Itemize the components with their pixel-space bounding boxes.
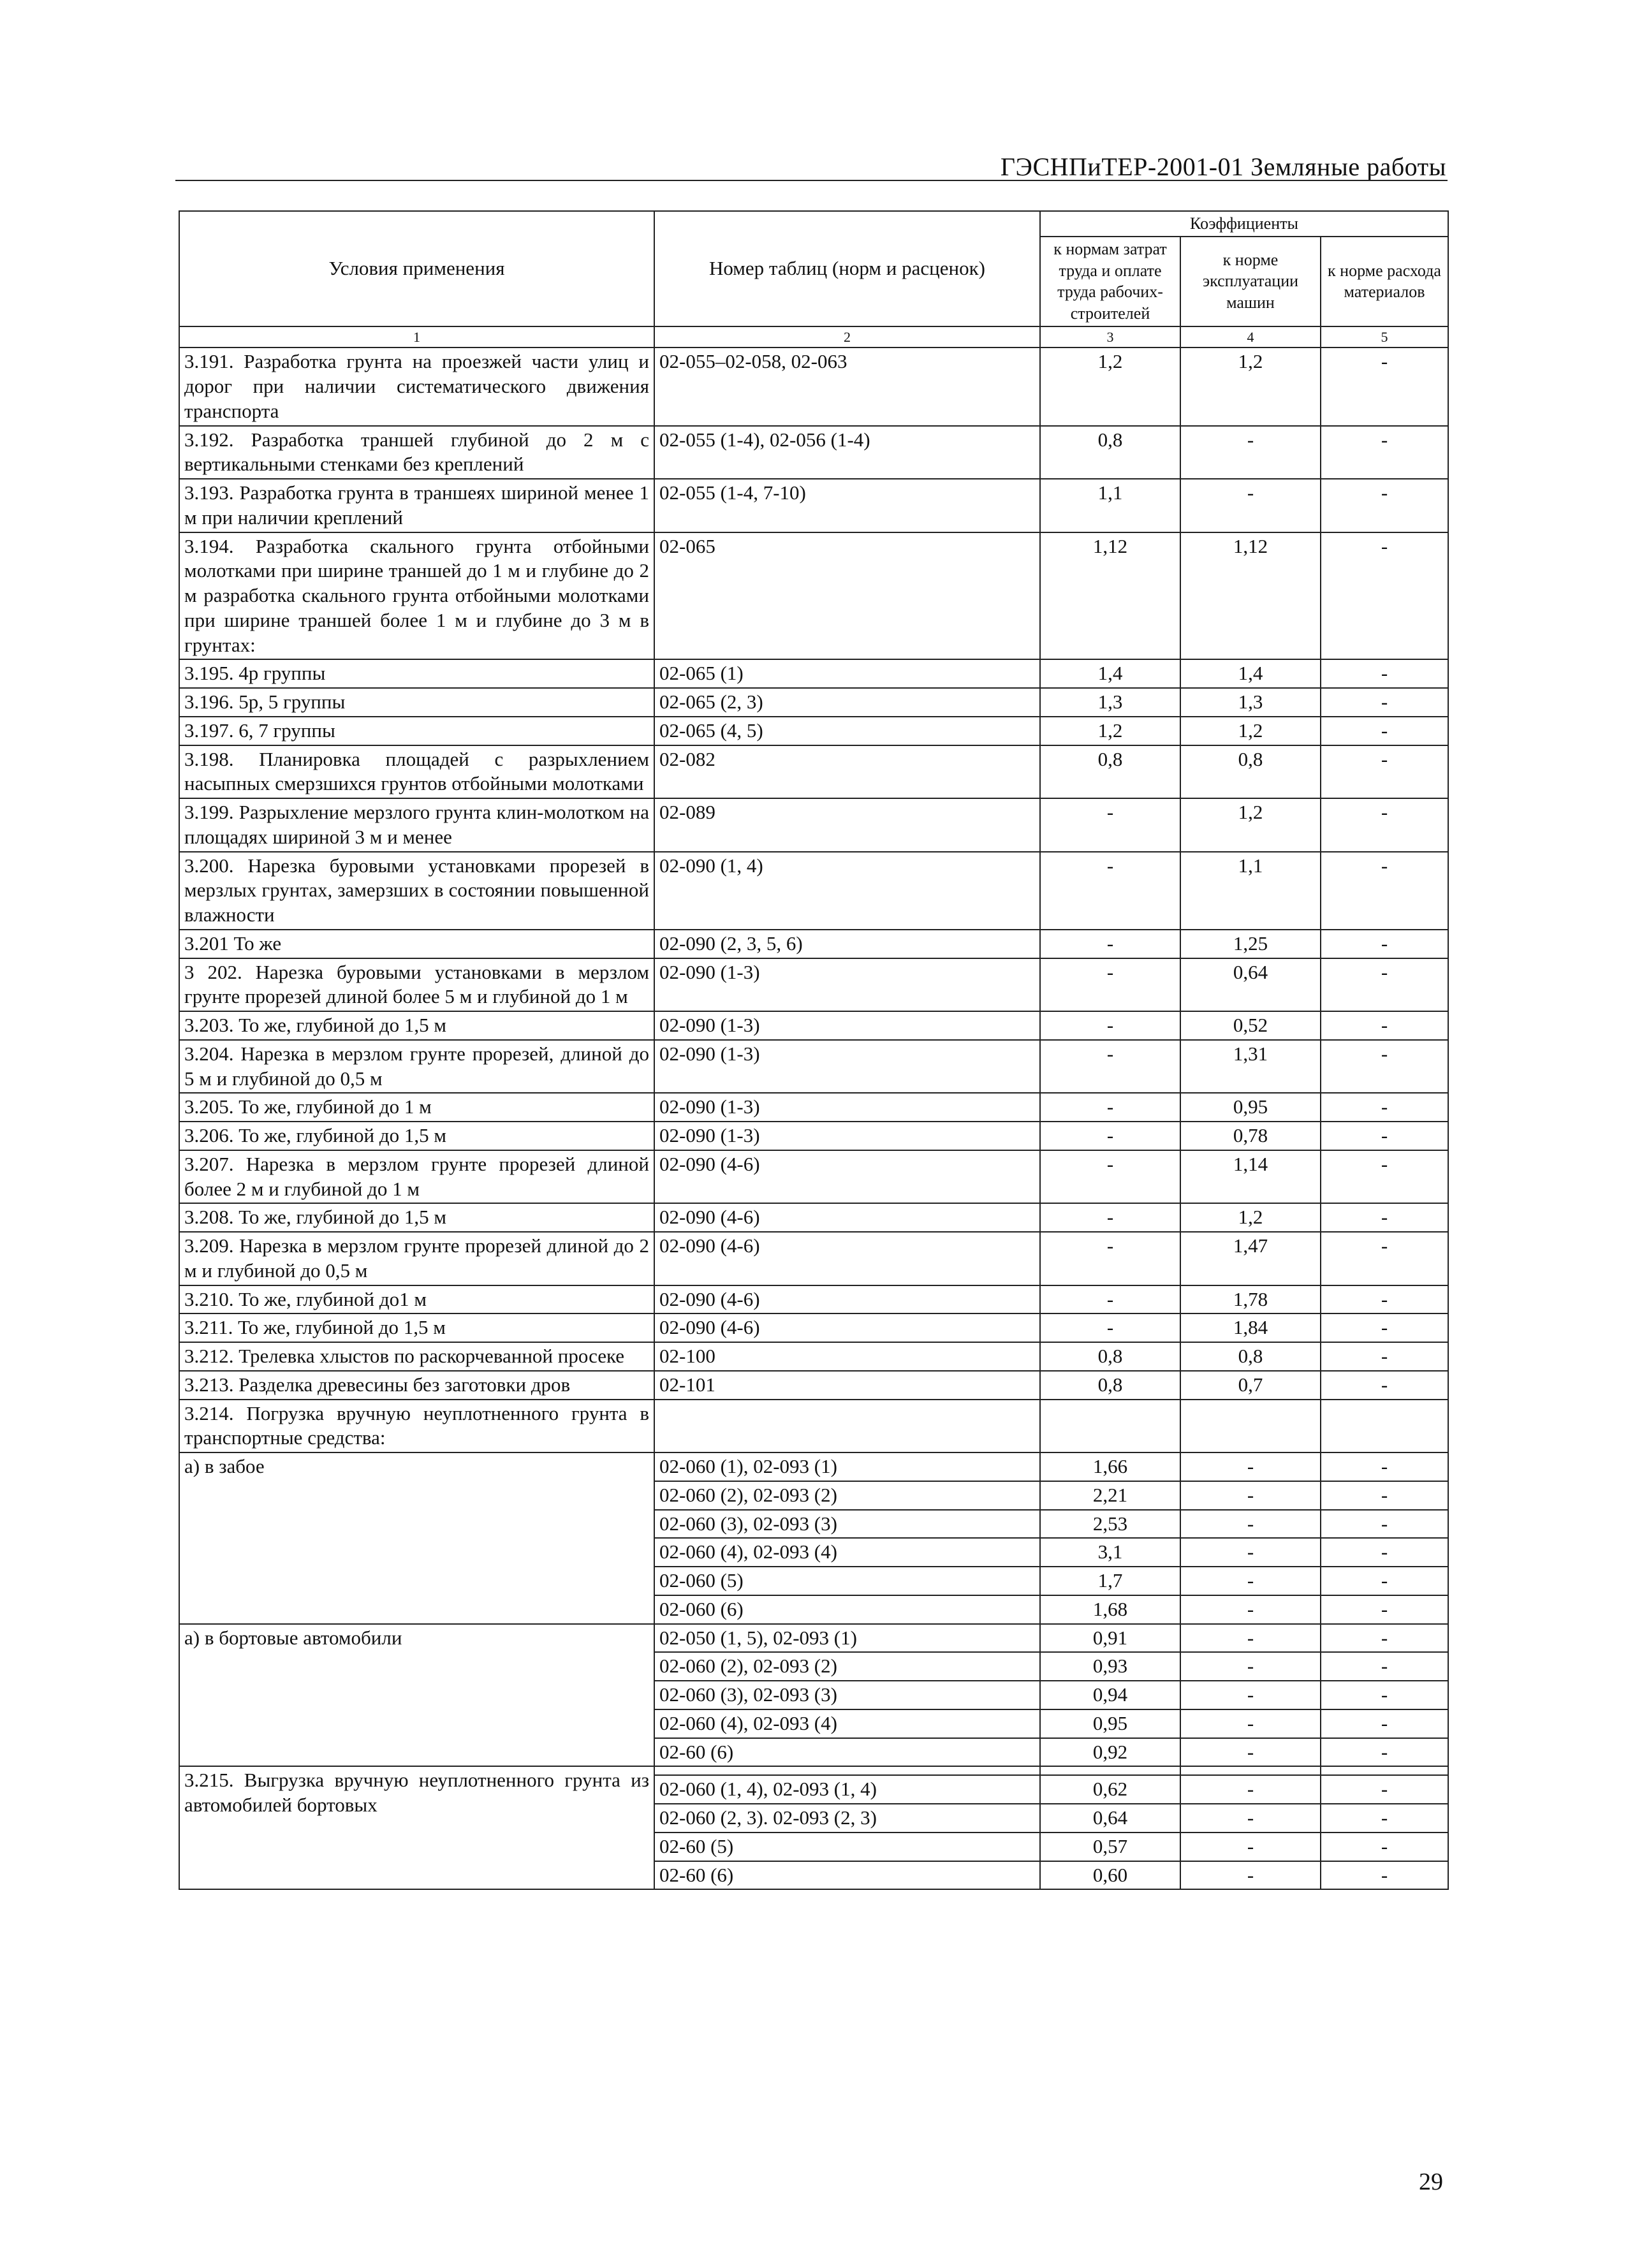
table-row [179,1040,1448,1094]
table-number-cell: 02-060 (4), 02-093 (4) [654,1709,1040,1738]
table-number-cell: 02-060 (2, 3). 02-093 (2, 3) [654,1804,1040,1833]
labor-coefficient-cell: 0,62 [1040,1775,1180,1804]
material-coefficient-cell: - [1321,798,1448,852]
material-coefficient-cell: - [1321,1093,1448,1122]
material-coefficient-cell: - [1321,852,1448,930]
labor-coefficient-cell: - [1040,1203,1180,1232]
condition-cell: 3 202. Нарезка буровыми установками в мерзлом грунте прорезей длиной более 5 м и глубиной до 1 м [179,958,654,1012]
condition-cell: 3.194. Разработка скального грунта отбойными молотками при ширине траншей до 1 м и глубине до 2 м разработка скального грунта отбойными молотками при ширине траншей более 1 м и глубине до 3 м в грунтах: [179,532,654,660]
coefficients-table [179,210,1449,1890]
table-number-cell: 02-060 (3), 02-093 (3) [654,1681,1040,1709]
table-number-cell: 02-090 (4-6) [654,1313,1040,1342]
labor-coefficient-cell: - [1040,1313,1180,1342]
condition-cell: 3.212. Трелевка хлыстов по раскорчеванной просеке [179,1342,654,1371]
machine-coefficient-cell: - [1180,1804,1321,1833]
table-number-cell [654,1400,1040,1453]
table-row [179,688,1448,717]
labor-coefficient-cell: 1,1 [1040,479,1180,532]
labor-coefficient-cell: 0,8 [1040,1342,1180,1371]
condition-cell: 3.196. 5р, 5 группы [179,688,654,717]
material-coefficient-cell: - [1321,688,1448,717]
labor-coefficient-cell: 1,12 [1040,532,1180,660]
material-coefficient-cell: - [1321,745,1448,799]
table-number-cell: 02-100 [654,1342,1040,1371]
table-number-cell: 02-065 [654,532,1040,660]
table-row [179,1371,1448,1400]
column-number: 2 [654,326,1040,348]
machine-coefficient-cell: - [1180,1538,1321,1567]
machine-coefficient-cell: 1,25 [1180,930,1321,958]
material-coefficient-cell: - [1321,1709,1448,1738]
labor-coefficient-cell: - [1040,1040,1180,1094]
labor-coefficient-cell: - [1040,1150,1180,1204]
table-number-cell: 02-050 (1, 5), 02-093 (1) [654,1624,1040,1653]
condition-cell: 3.197. 6, 7 группы [179,717,654,745]
machine-coefficient-cell: - [1180,1861,1321,1890]
table-number-cell: 02-090 (4-6) [654,1285,1040,1314]
table-number-cell: 02-090 (2, 3, 5, 6) [654,930,1040,958]
table-row [179,1624,1448,1653]
header-conditions: Условия применения [179,211,654,326]
condition-cell: 3.199. Разрыхление мерзлого грунта клин-молотком на площадях шириной 3 м и менее [179,798,654,852]
labor-coefficient-cell: 0,57 [1040,1833,1180,1861]
machine-coefficient-cell: 1,1 [1180,852,1321,930]
machine-coefficient-cell: - [1180,1833,1321,1861]
material-coefficient-cell: - [1321,659,1448,688]
page-number: 29 [1419,2169,1443,2195]
empty-cell [1321,1766,1448,1775]
machine-coefficient-cell: - [1180,1510,1321,1539]
material-coefficient-cell: - [1321,1232,1448,1285]
labor-coefficient-cell: - [1040,930,1180,958]
material-coefficient-cell: - [1321,1833,1448,1861]
machine-coefficient-cell: 1,84 [1180,1313,1321,1342]
labor-coefficient-cell: 0,8 [1040,1371,1180,1400]
labor-coefficient-cell: 1,4 [1040,659,1180,688]
table-number-cell: 02-060 (1), 02-093 (1) [654,1452,1040,1481]
material-coefficient-cell: - [1321,1567,1448,1595]
table-number-cell: 02-090 (4-6) [654,1232,1040,1285]
table-row [179,930,1448,958]
material-coefficient-cell: - [1321,1775,1448,1804]
table-number-cell: 02-090 (1-3) [654,1093,1040,1122]
labor-coefficient-cell: 1,7 [1040,1567,1180,1595]
table-row [179,798,1448,852]
condition-cell: 3.206. То же, глубиной до 1,5 м [179,1122,654,1150]
material-coefficient-cell: - [1321,1481,1448,1510]
condition-cell: 3.203. То же, глубиной до 1,5 м [179,1011,654,1040]
table-number-cell: 02-090 (1-3) [654,1122,1040,1150]
table-number-cell: 02-060 (3), 02-093 (3) [654,1510,1040,1539]
labor-coefficient-cell: - [1040,798,1180,852]
material-coefficient-cell: - [1321,348,1448,425]
material-coefficient-cell: - [1321,1150,1448,1204]
table-number-cell: 02-101 [654,1371,1040,1400]
table-number-cell: 02-090 (4-6) [654,1150,1040,1204]
material-coefficient-cell: - [1321,1652,1448,1681]
header-rule [175,180,1448,181]
condition-cell: 3.200. Нарезка буровыми установками прорезей в мерзлых грунтах, замерзших в состоянии повышенной влажности [179,852,654,930]
table-row [179,1232,1448,1285]
material-coefficient-cell: - [1321,717,1448,745]
machine-coefficient-cell: 1,4 [1180,659,1321,688]
labor-coefficient-cell: 1,68 [1040,1595,1180,1624]
material-coefficient-cell: - [1321,930,1448,958]
machine-coefficient-cell: 1,3 [1180,688,1321,717]
material-coefficient-cell: - [1321,1595,1448,1624]
condition-cell: 3.208. То же, глубиной до 1,5 м [179,1203,654,1232]
condition-cell: 3.213. Разделка древесины без заготовки дров [179,1371,654,1400]
table-number-cell: 02-090 (1-3) [654,1040,1040,1094]
material-coefficient-cell: - [1321,1624,1448,1653]
empty-cell [1040,1766,1180,1775]
table-number-cell: 02-055 (1-4, 7-10) [654,479,1040,532]
machine-coefficient-cell: 0,8 [1180,745,1321,799]
labor-coefficient-cell: - [1040,958,1180,1012]
table-number-cell: 02-089 [654,798,1040,852]
condition-cell: 3.193. Разработка грунта в траншеях шириной менее 1 м при наличии креплений [179,479,654,532]
machine-coefficient-cell: - [1180,1738,1321,1767]
table-row [179,1285,1448,1314]
machine-coefficient-cell: 1,47 [1180,1232,1321,1285]
table-header [179,211,1448,348]
machine-coefficient-cell: - [1180,1709,1321,1738]
table-number-cell: 02-090 (1-3) [654,1011,1040,1040]
condition-cell: 3.198. Планировка площадей с разрыхлением насыпных смерзшихся грунтов отбойными молотками [179,745,654,799]
labor-coefficient-cell: 3,1 [1040,1538,1180,1567]
material-coefficient-cell: - [1321,1738,1448,1767]
table-row [179,348,1448,425]
machine-coefficient-cell: - [1180,1567,1321,1595]
labor-coefficient-cell: 0,94 [1040,1681,1180,1709]
material-coefficient-cell: - [1321,1342,1448,1371]
column-number: 5 [1321,326,1448,348]
labor-coefficient-cell: 1,2 [1040,717,1180,745]
material-coefficient-cell: - [1321,1203,1448,1232]
labor-coefficient-cell: - [1040,852,1180,930]
condition-cell: 3.192. Разработка траншей глубиной до 2 м с вертикальными стенками без креплений [179,426,654,479]
material-coefficient-cell: - [1321,479,1448,532]
labor-coefficient-cell: - [1040,1285,1180,1314]
machine-coefficient-cell: - [1180,1452,1321,1481]
machine-coefficient-cell: - [1180,1624,1321,1653]
machine-coefficient-cell: - [1180,479,1321,532]
table-number-cell: 02-065 (4, 5) [654,717,1040,745]
table-row [179,532,1448,660]
material-coefficient-cell: - [1321,1040,1448,1094]
empty-cell [1180,1766,1321,1775]
table-number-cell: 02-60 (6) [654,1861,1040,1890]
machine-coefficient-cell: - [1180,1595,1321,1624]
labor-coefficient-cell: 1,3 [1040,688,1180,717]
header-table-numbers: Номер таблиц (норм и расценок) [654,211,1040,326]
material-coefficient-cell: - [1321,1538,1448,1567]
column-number: 3 [1040,326,1180,348]
table-row [179,426,1448,479]
table-number-cell: 02-090 (4-6) [654,1203,1040,1232]
table-row [179,1150,1448,1204]
labor-coefficient-cell: 2,21 [1040,1481,1180,1510]
machine-coefficient-cell: 0,7 [1180,1371,1321,1400]
table-number-cell: 02-060 (2), 02-093 (2) [654,1652,1040,1681]
table-number-cell: 02-065 (1) [654,659,1040,688]
machine-coefficient-cell: 0,95 [1180,1093,1321,1122]
table-row [179,1122,1448,1150]
labor-coefficient-cell: 0,93 [1040,1652,1180,1681]
machine-coefficient-cell: 1,14 [1180,1150,1321,1204]
table-number-cell: 02-60 (5) [654,1833,1040,1861]
table-row [179,1766,1448,1775]
material-coefficient-cell: - [1321,1313,1448,1342]
table-row [179,958,1448,1012]
header-coefficients: Коэффициенты [1040,211,1448,237]
table-number-cell: 02-060 (2), 02-093 (2) [654,1481,1040,1510]
table-body [179,348,1448,1889]
machine-coefficient-cell: - [1180,1481,1321,1510]
header-materials: к норме расхода материалов [1321,237,1448,326]
table-number-cell: 02-060 (5) [654,1567,1040,1595]
machine-coefficient-cell [1180,1400,1321,1453]
labor-coefficient-cell: 0,8 [1040,426,1180,479]
material-coefficient-cell: - [1321,1804,1448,1833]
condition-cell: 3.209. Нарезка в мерзлом грунте прорезей длиной до 2 м и глубиной до 0,5 м [179,1232,654,1285]
material-coefficient-cell: - [1321,1510,1448,1539]
machine-coefficient-cell: - [1180,1681,1321,1709]
labor-coefficient-cell: 0,64 [1040,1804,1180,1833]
machine-coefficient-cell: 0,64 [1180,958,1321,1012]
material-coefficient-cell [1321,1400,1448,1453]
labor-coefficient-cell: 1,66 [1040,1452,1180,1481]
condition-cell: 3.207. Нарезка в мерзлом грунте прорезей длиной более 2 м и глубиной до 1 м [179,1150,654,1204]
table-number-cell: 02-090 (1-3) [654,958,1040,1012]
column-number-row [179,326,1448,348]
condition-cell: 3.210. То же, глубиной до1 м [179,1285,654,1314]
machine-coefficient-cell: 1,12 [1180,532,1321,660]
machine-coefficient-cell: - [1180,1652,1321,1681]
condition-cell: 3.214. Погрузка вручную неуплотненного грунта в транспортные средства: [179,1400,654,1453]
table-number-cell: 02-082 [654,745,1040,799]
machine-coefficient-cell: 0,8 [1180,1342,1321,1371]
machine-coefficient-cell: - [1180,1775,1321,1804]
condition-cell: 3.204. Нарезка в мерзлом грунте прорезей, длиной до 5 м и глубиной до 0,5 м [179,1040,654,1094]
labor-coefficient-cell: 1,2 [1040,348,1180,425]
machine-coefficient-cell: 1,2 [1180,798,1321,852]
material-coefficient-cell: - [1321,958,1448,1012]
condition-cell: а) в бортовые автомобили [179,1624,654,1767]
condition-cell: 3.211. То же, глубиной до 1,5 м [179,1313,654,1342]
labor-coefficient-cell: 0,92 [1040,1738,1180,1767]
machine-coefficient-cell: 1,2 [1180,717,1321,745]
labor-coefficient-cell: 2,53 [1040,1510,1180,1539]
condition-cell: 3.195. 4р группы [179,659,654,688]
table-row [179,717,1448,745]
material-coefficient-cell: - [1321,1011,1448,1040]
machine-coefficient-cell: 0,78 [1180,1122,1321,1150]
table-row [179,1342,1448,1371]
table-number-cell: 02-055 (1-4), 02-056 (1-4) [654,426,1040,479]
table-row [179,479,1448,532]
table-row [179,1093,1448,1122]
condition-cell: а) в забое [179,1452,654,1624]
machine-coefficient-cell: 1,2 [1180,1203,1321,1232]
table-number-cell: 02-060 (1, 4), 02-093 (1, 4) [654,1775,1040,1804]
machine-coefficient-cell: 1,78 [1180,1285,1321,1314]
labor-coefficient-cell: - [1040,1093,1180,1122]
labor-coefficient-cell: 0,60 [1040,1861,1180,1890]
labor-coefficient-cell [1040,1400,1180,1453]
table-row [179,1400,1448,1453]
labor-coefficient-cell: - [1040,1232,1180,1285]
labor-coefficient-cell: 0,91 [1040,1624,1180,1653]
condition-cell: 3.191. Разработка грунта на проезжей части улиц и дорог при наличии систематического движения транспорта [179,348,654,425]
condition-cell: 3.215. Выгрузка вручную неуплотненного грунта из автомобилей бортовых [179,1766,654,1889]
condition-cell: 3.201 То же [179,930,654,958]
material-coefficient-cell: - [1321,1371,1448,1400]
column-number: 1 [179,326,654,348]
machine-coefficient-cell: 0,52 [1180,1011,1321,1040]
table-row [179,1452,1448,1481]
material-coefficient-cell: - [1321,1681,1448,1709]
labor-coefficient-cell: - [1040,1122,1180,1150]
material-coefficient-cell: - [1321,1452,1448,1481]
table-number-cell: 02-60 (6) [654,1738,1040,1767]
material-coefficient-cell: - [1321,426,1448,479]
table-row [179,745,1448,799]
running-header: ГЭСНПиТЕР-2001-01 Земляные работы [1000,152,1446,181]
machine-coefficient-cell: 1,2 [1180,348,1321,425]
table-number-cell: 02-090 (1, 4) [654,852,1040,930]
column-number: 4 [1180,326,1321,348]
table-number-cell: 02-055–02-058, 02-063 [654,348,1040,425]
material-coefficient-cell: - [1321,1861,1448,1890]
table-number-cell: 02-065 (2, 3) [654,688,1040,717]
table-row [179,659,1448,688]
machine-coefficient-cell: 1,31 [1180,1040,1321,1094]
header-machines: к норме эксплуатации машин [1180,237,1321,326]
labor-coefficient-cell: 0,8 [1040,745,1180,799]
material-coefficient-cell: - [1321,1285,1448,1314]
table-number-cell: 02-060 (4), 02-093 (4) [654,1538,1040,1567]
table-row [179,1011,1448,1040]
labor-coefficient-cell: - [1040,1011,1180,1040]
table-row [179,1313,1448,1342]
table-row [179,1203,1448,1232]
table-number-cell: 02-060 (6) [654,1595,1040,1624]
empty-cell [654,1766,1040,1775]
material-coefficient-cell: - [1321,1122,1448,1150]
labor-coefficient-cell: 0,95 [1040,1709,1180,1738]
condition-cell: 3.205. То же, глубиной до 1 м [179,1093,654,1122]
machine-coefficient-cell: - [1180,426,1321,479]
table-row [179,852,1448,930]
header-labor: к нормам затрат труда и оплате труда рабочих-строителей [1040,237,1180,326]
material-coefficient-cell: - [1321,532,1448,660]
